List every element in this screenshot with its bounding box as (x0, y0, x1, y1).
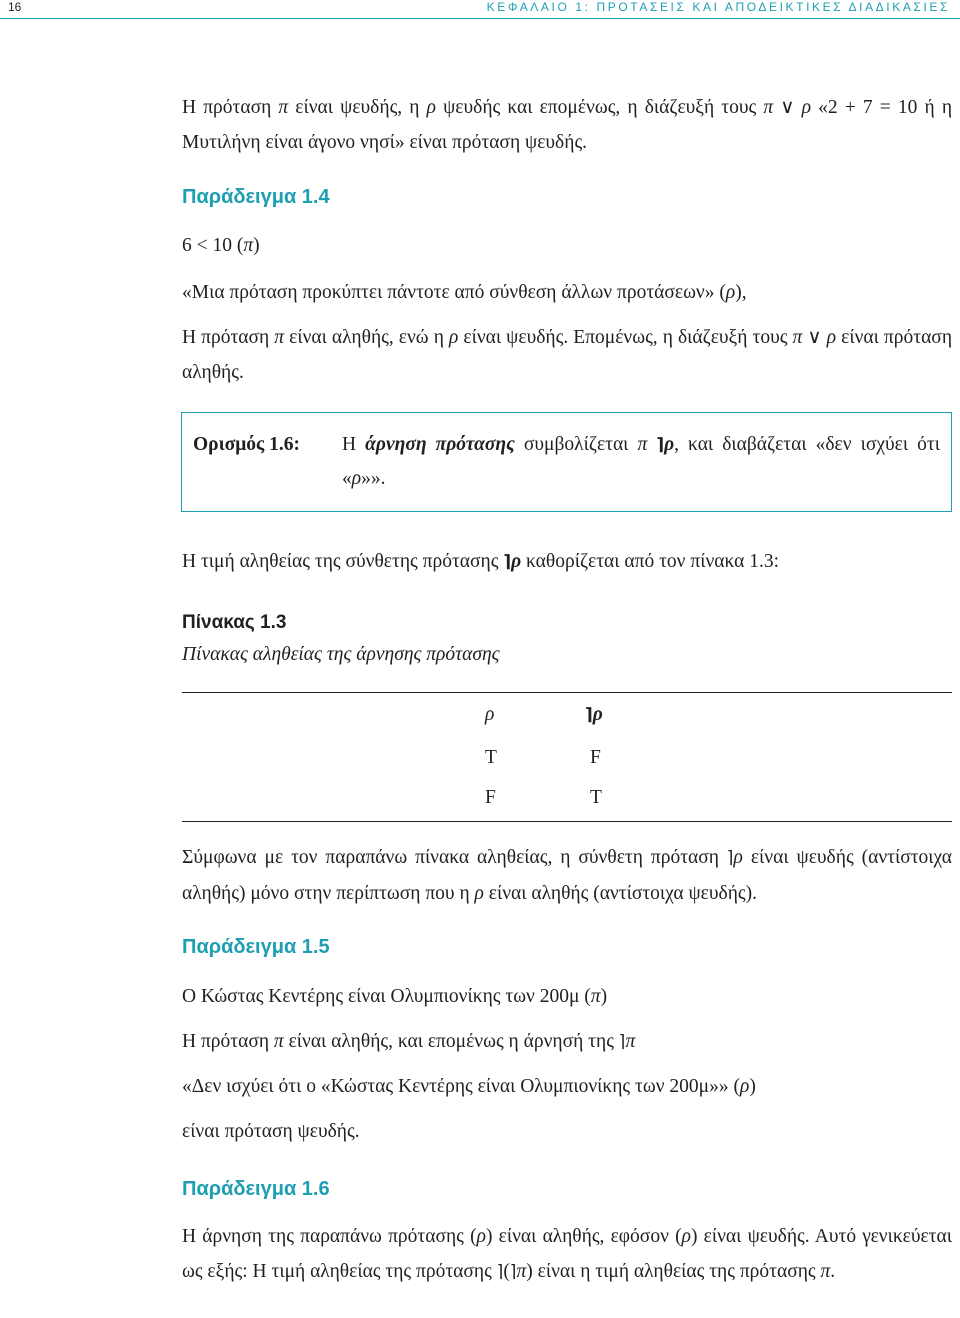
table-caption: Πίνακας 1.3 (182, 612, 287, 633)
header-rule (0, 18, 960, 19)
accordingly-paragraph: Σύμφωνα με τον παραπάνω πίνακα αληθείας, η σύνθετη πρόταση ⌉ρ είναι ψευδής (αντίστοιχα αληθής) μόνο στην περίπτωση που η ρ είναι αληθής (αντίστοιχα ψευδής). (182, 847, 952, 904)
table-cell: T (590, 787, 602, 808)
example-1-4-line3: Η πρόταση π είναι αληθής, ενώ η ρ είναι ψευδής. Επομένως, η διάζευξή τους π ∨ ρ είναι πρόταση αληθής. (182, 327, 953, 383)
table-cell: F (590, 747, 601, 768)
example-1-5-line2: Η πρόταση π είναι αληθής, και επομένως η άρνησή της ⌉π (182, 1031, 636, 1052)
example-1-5-title: Παράδειγμα 1.5 (182, 936, 330, 958)
example-1-6-title: Παράδειγμα 1.6 (182, 1178, 330, 1200)
table-subtitle: Πίνακας αληθείας της άρνησης πρότασης (182, 644, 500, 665)
table-header-rho: ρ (485, 704, 495, 725)
truth-value-sentence: Η τιμή αληθείας της σύνθετης πρότασης ⌉ρ καθορίζεται από τον πίνακα 1.3: (182, 551, 780, 572)
table-top-rule (182, 692, 952, 693)
table-cell: T (485, 747, 497, 768)
example-1-4-title: Παράδειγμα 1.4 (182, 186, 330, 208)
example-1-5-line4: είναι πρόταση ψευδής. (182, 1121, 360, 1142)
example-1-4-line1: 6 < 10 (π) (182, 235, 260, 256)
table-bottom-rule (182, 821, 952, 822)
definition-text: Η άρνηση πρότασης συμβολίζεται π ⌉ρ, και διαβάζεται «δεν ισχύει ότι «ρ»». (342, 434, 940, 489)
page-header (0, 0, 960, 18)
table-cell: F (485, 787, 496, 808)
intro-paragraph: Η πρόταση π είναι ψευδής, η ρ ψευδής και επομένως, η διάζευξή τους π ∨ ρ «2 + 7 = 10 ή η Μυτιλήνη είναι άγονο νησί» είναι πρόταση ψευδής. (182, 97, 953, 153)
example-1-5-line1: Ο Κώστας Κεντέρης είναι Ολυμπιονίκης των 200μ (π) (182, 986, 608, 1007)
example-1-6-paragraph: Η άρνηση της παραπάνω πρότασης (ρ) είναι αληθής, εφόσον (ρ) είναι ψευδής. Αυτό γενικεύεται ως εξής: Η τιμή αληθείας της πρότασης ⌉(⌉π) είναι η τιμή αληθείας της πρότασης π. (182, 1226, 952, 1282)
chapter-title: ΚΕΦΑΛΑΙΟ 1: ΠΡΟΤΑΣΕΙΣ ΚΑΙ ΑΠΟΔΕΙΚΤΙΚΕΣ ΔΙΑΔΙΚΑΣΙΕΣ (486, 0, 950, 14)
table-header-neg-rho: ⌉ρ (585, 704, 603, 725)
page-number: 16 (8, 0, 22, 14)
example-1-5-line3: «Δεν ισχύει ότι ο «Κώστας Κεντέρης είναι Ολυμπιονίκης των 200μ»» (ρ) (182, 1076, 756, 1097)
example-1-4-line2: «Μια πρόταση προκύπτει πάντοτε από σύνθεση άλλων προτάσεων» (ρ), (182, 282, 747, 303)
definition-label: Ορισμός 1.6: (193, 434, 301, 455)
